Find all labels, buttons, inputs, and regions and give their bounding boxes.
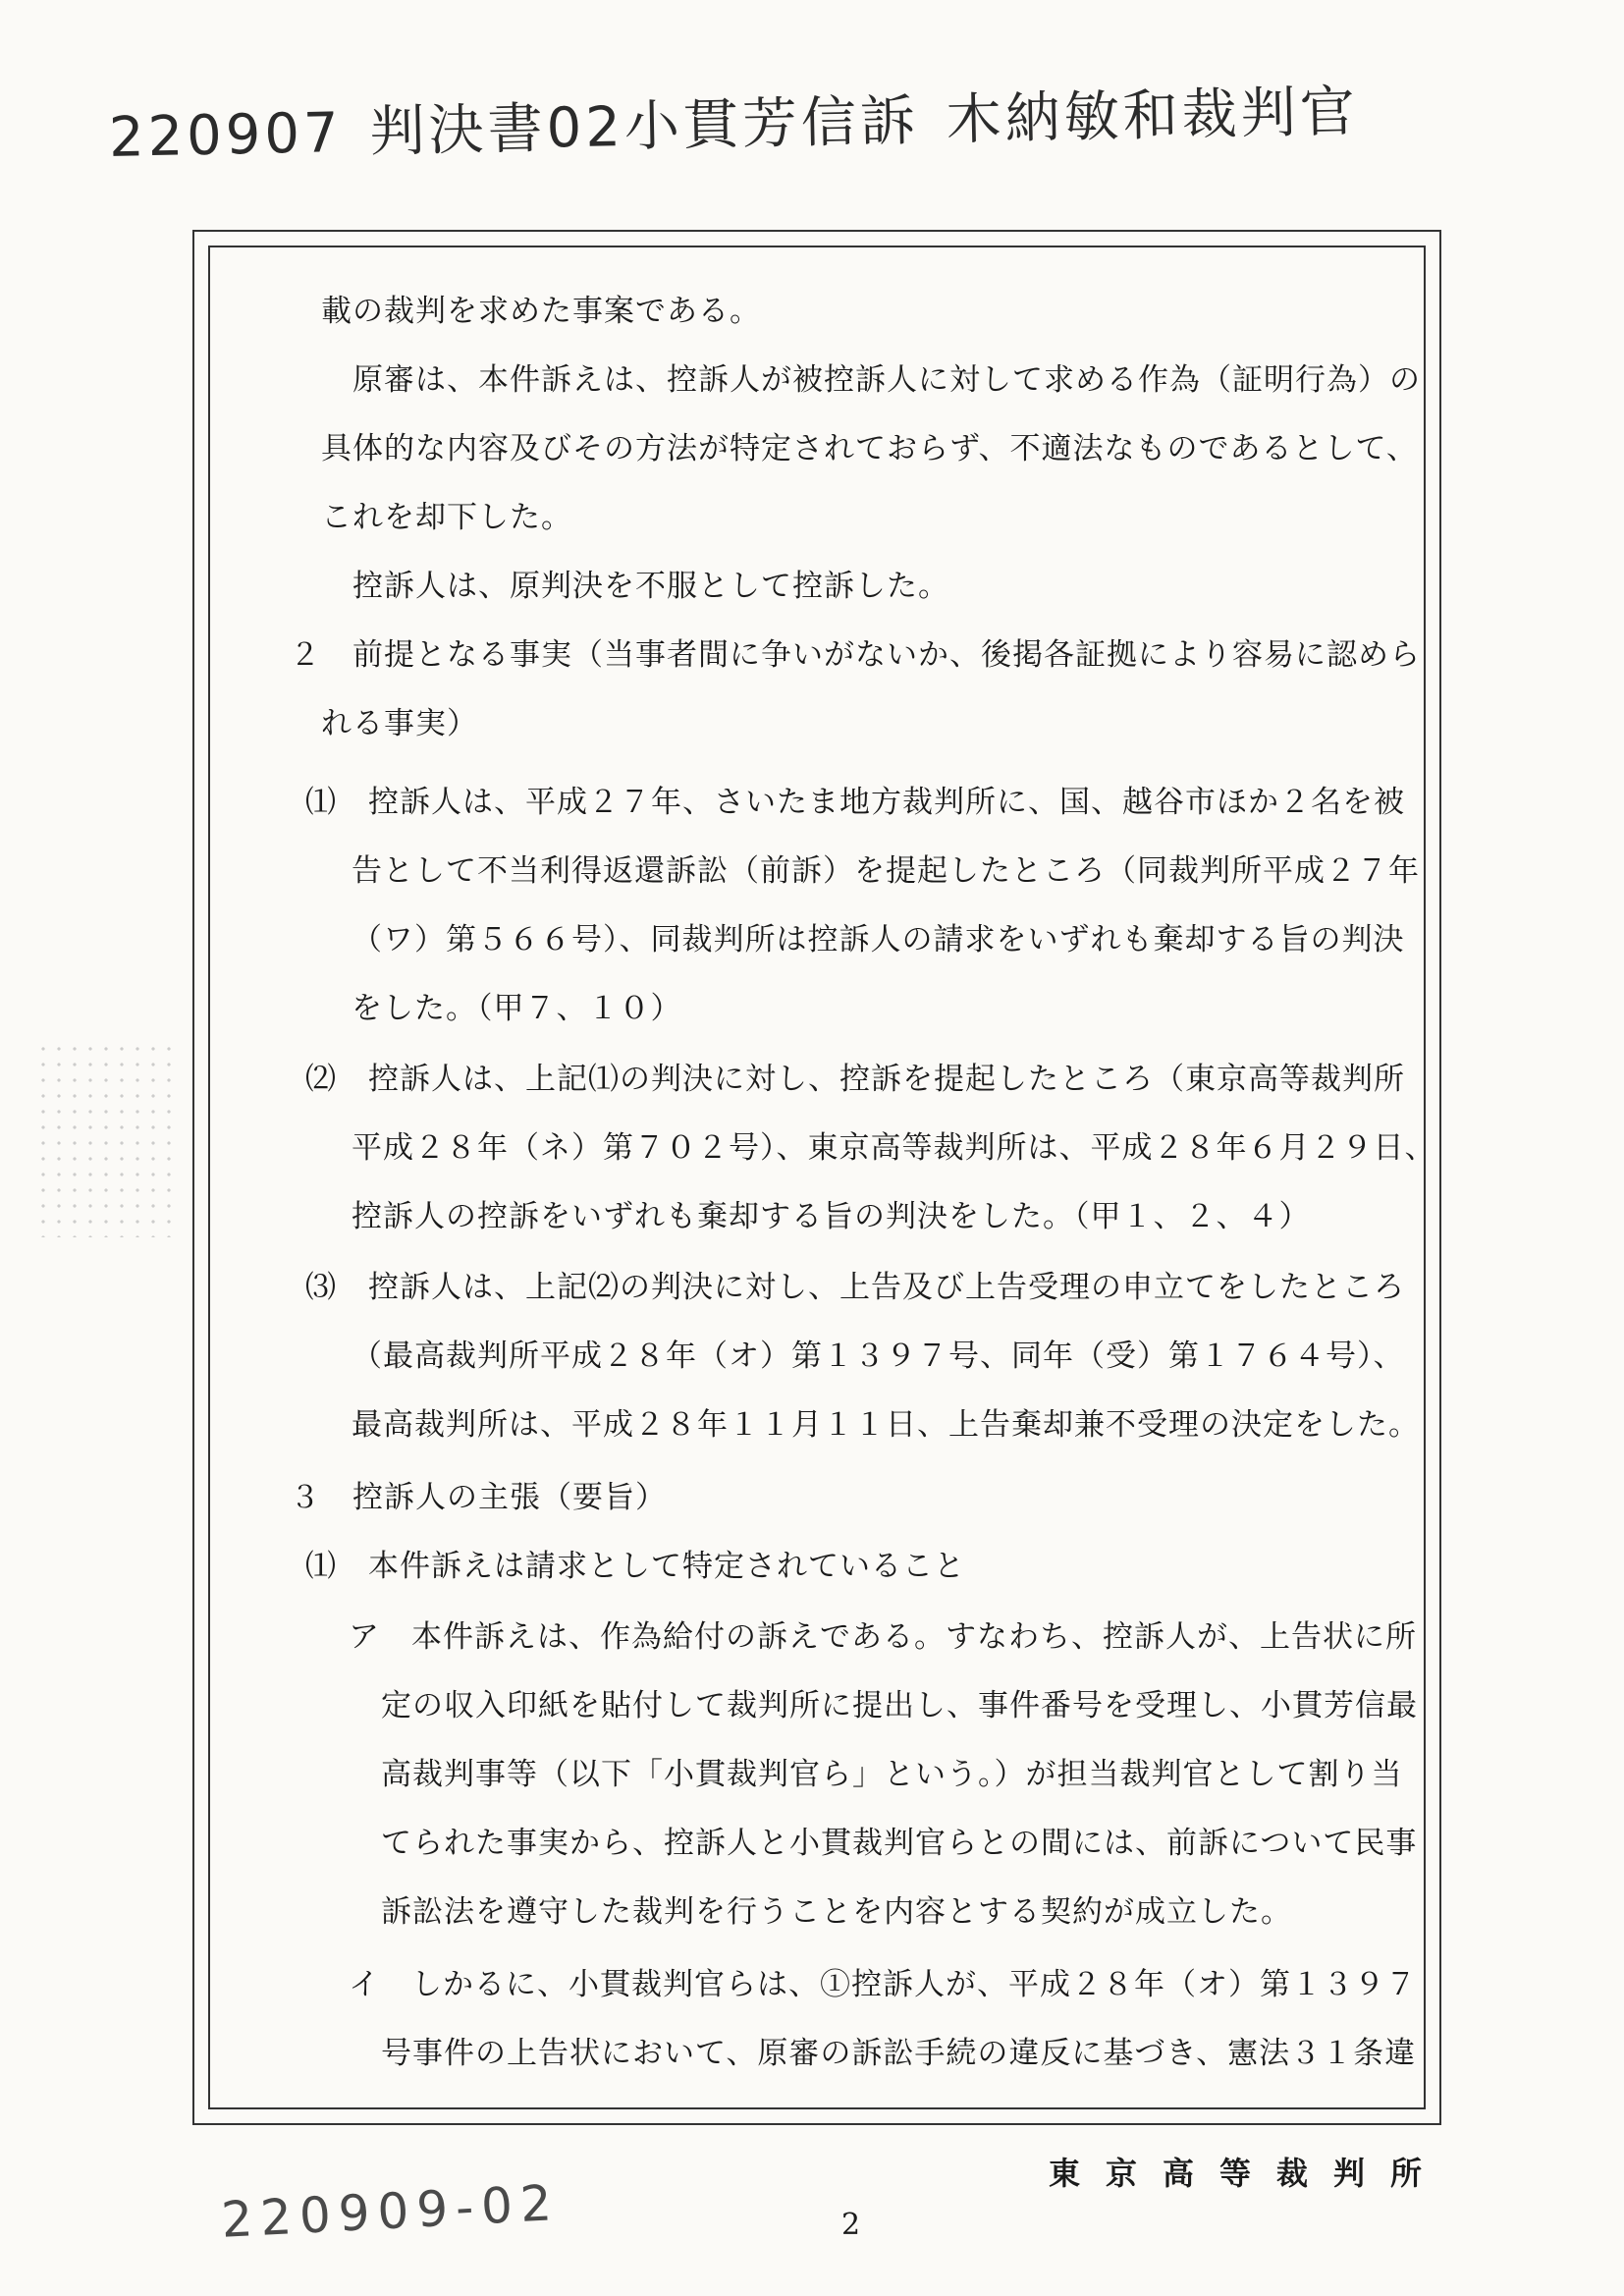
- page-number: 2: [841, 2208, 861, 2242]
- handwritten-date: 220907: [108, 101, 344, 170]
- body-line: 載の裁判を求めた事案である。: [321, 294, 761, 329]
- body-line: ３ 控訴人の主張（要旨）: [290, 1480, 667, 1515]
- scan-dot-artifact: [35, 1041, 183, 1237]
- handwritten-judge: 木納敏和裁判官: [946, 80, 1360, 153]
- body-line: ２ 前提となる事実（当事者間に争いがないか、後掲各証拠により容易に認めら: [290, 637, 1421, 673]
- body-line: ア 本件訴えは、作為給付の訴えである。すなわち、控訴人が、上告状に所: [349, 1619, 1417, 1655]
- body-line: 原審は、本件訴えは、控訴人が被控訴人に対して求める作為（証明行為）の: [321, 362, 1421, 398]
- body-line: ⑴ 控訴人は、平成２７年、さいたま地方裁判所に、国、越谷市ほか２名を被: [305, 785, 1405, 820]
- body-line: 告として不当利得返還訴訟（前訴）を提起したところ（同裁判所平成２７年: [352, 853, 1420, 889]
- body-line: をした。（甲７、１０）: [352, 991, 682, 1026]
- body-line: 控訴人は、原判決を不服として控訴した。: [321, 569, 949, 604]
- handwritten-stamp: 220909-02: [220, 2173, 562, 2249]
- body-line: 高裁判事等（以下「小貫裁判官ら」という。）が担当裁判官として割り当: [381, 1757, 1403, 1792]
- handwritten-header-note: [108, 68, 1386, 173]
- body-line: 平成２８年（ネ）第７０２号）、東京高等裁判所は、平成２８年６月２９日、: [352, 1130, 1436, 1166]
- body-line: 控訴人の控訴をいずれも棄却する旨の判決をした。（甲１、２、４）: [352, 1199, 1311, 1234]
- body-line: これを却下した。: [321, 500, 572, 535]
- body-line: れる事実）: [321, 706, 478, 741]
- body-line: 具体的な内容及びその方法が特定されておらず、不適法なものであるとして、: [321, 431, 1418, 466]
- court-name: 東京高等裁判所: [1049, 2155, 1448, 2192]
- body-line: イ しかるに、小貫裁判官らは、①控訴人が、平成２８年（オ）第１３９７: [349, 1967, 1417, 2002]
- handwritten-title: 判決書02小貫芳信訴: [368, 88, 920, 165]
- body-line: ⑴ 本件訴えは請求として特定されていること: [305, 1549, 965, 1584]
- body-line: ⑵ 控訴人は、上記⑴の判決に対し、控訴を提起したところ（東京高等裁判所: [305, 1062, 1405, 1097]
- body-line: 最高裁判所は、平成２８年１１月１１日、上告棄却兼不受理の決定をした。: [352, 1407, 1420, 1443]
- body-line: ⑶ 控訴人は、上記⑵の判決に対し、上告及び上告受理の申立てをしたところ: [305, 1270, 1405, 1305]
- body-line: てられた事実から、控訴人と小貫裁判官らとの間には、前訴について民事: [381, 1826, 1418, 1861]
- body-line: 定の収入印紙を貼付して裁判所に提出し、事件番号を受理し、小貫芳信最: [381, 1688, 1418, 1723]
- body-line: （最高裁判所平成２８年（オ）第１３９７号、同年（受）第１７６４号）、: [352, 1339, 1405, 1374]
- body-line: 号事件の上告状において、原審の訴訟手続の違反に基づき、憲法３１条違: [381, 2036, 1417, 2071]
- body-line: 訴訟法を遵守した裁判を行うことを内容とする契約が成立した。: [381, 1894, 1292, 1930]
- body-line: （ワ）第５６６号）、同裁判所は控訴人の請求をいずれも棄却する旨の判決: [352, 922, 1405, 957]
